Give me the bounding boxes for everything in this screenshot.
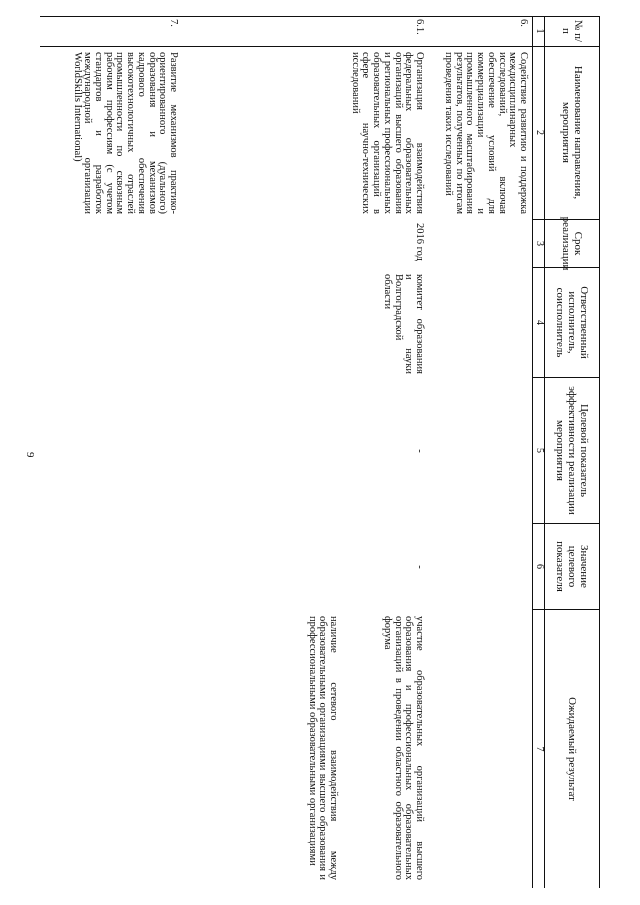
header-executor: Ответственный исполнитель, соисполнитель bbox=[545, 268, 600, 378]
col-number-6: 6 bbox=[533, 524, 545, 610]
row-6-name: Содействие развитию и поддержка междисциплинарных исследований, включая обеспечение условий для коммерциализации и промышленного масштабирования результатов, полученных по итогам проведения таких исследований bbox=[443, 52, 529, 214]
header-num: № п/п bbox=[560, 19, 585, 43]
col-number-4: 4 bbox=[533, 268, 545, 378]
row-7-number: 7. bbox=[168, 19, 179, 27]
row-6-number: 6. bbox=[518, 19, 529, 27]
col-divider-1 bbox=[40, 46, 600, 47]
page-number: 9 bbox=[24, 452, 36, 458]
row-7-name: Развитие механизмов практико-ориентированного (дуального) образования и механизмов кадрового обеспечения высокотехнологичных отраслей промышленности по сквозным рабочим профессиям (с учетом стандартов и разработок международной организации WorldSkills International) bbox=[71, 52, 179, 214]
rotated-page bbox=[40, 16, 600, 888]
col-number-2: 2 bbox=[533, 46, 545, 220]
table-left-border bbox=[40, 16, 600, 17]
row-6-1-executor: комитет образования и науки Волгоградской области bbox=[381, 274, 425, 374]
header-term: Срок реализации bbox=[545, 220, 600, 268]
row-6-1-name: Организация взаимодействия федеральных образовательных организаций высшего образования и региональных профессиональных образовательных организаций в сфере научно-технических исследований bbox=[349, 52, 425, 214]
col-number-7: 7 bbox=[534, 746, 545, 752]
row-6-1-number: 6.1. bbox=[414, 19, 425, 35]
header-result: Ожидаемый результат bbox=[566, 697, 579, 801]
header-name: Наименование направления, мероприятия bbox=[545, 46, 600, 220]
row-6-1-term: 2016 год bbox=[414, 223, 425, 261]
row-6-1-indicator: - bbox=[414, 449, 425, 453]
row-6-1-result: участие образовательных организаций высшего образования и профессиональных образовательных организаций в проведении областного образовательного форума bbox=[381, 616, 425, 880]
measures-table bbox=[40, 16, 600, 888]
row-6-1-value: - bbox=[414, 565, 425, 569]
col-number-5: 5 bbox=[533, 378, 545, 524]
row-6-1-result-2: наличие сетевого взаимодействия между образовательными организациями высшего образования и профессиональными образовательными организациями bbox=[306, 616, 339, 880]
header-indicator: Целевой показатель эффективности реализации мероприятия bbox=[545, 378, 600, 524]
col-number-1: 1 bbox=[534, 28, 545, 34]
header-value: Значение целевого показателя bbox=[545, 524, 600, 610]
col-number-3: 3 bbox=[533, 220, 545, 268]
